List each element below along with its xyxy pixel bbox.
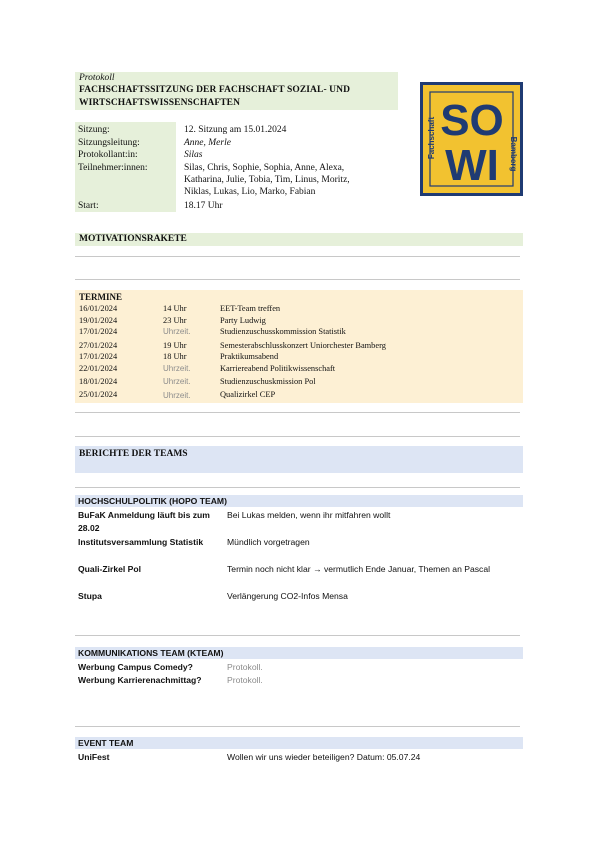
termin-time: Uhrzeit. [163, 391, 191, 400]
termin-date: 22/01/2024 [79, 364, 118, 373]
termin-time: Uhrzeit. [163, 377, 191, 386]
kteam-heading: KOMMUNIKATIONS TEAM (KTEAM) [78, 648, 224, 658]
termine-heading: TERMINE [79, 292, 123, 302]
report-label: BuFaK Anmeldung läuft bis zum 28.02 [78, 510, 210, 533]
hopo-heading: HOCHSCHULPOLITIK (HOPO TEAM) [78, 496, 227, 506]
report-value: Wollen wir uns wieder beteiligen? Datum: 05.07.24 [227, 752, 421, 762]
termin-event: Studienzuschuskmission Pol [220, 377, 316, 386]
termin-time: 18 Uhr [163, 352, 187, 361]
divider [75, 635, 520, 636]
teilnehmer-line-1: Silas, Chris, Sophie, Sophia, Anne, Alexa, [184, 163, 345, 173]
termin-time: 14 Uhr [163, 304, 187, 313]
teilnehmer-line-3: Niklas, Lukas, Lio, Marko, Fabian [184, 187, 316, 197]
protokollant-label: Protokollant:in: [78, 150, 138, 160]
termin-date: 18/01/2024 [79, 377, 118, 386]
termin-time: 19 Uhr [163, 341, 187, 350]
start-value: 18.17 Uhr [184, 201, 223, 211]
termin-event: Qualizirkel CEP [220, 390, 276, 399]
protokollant-value: Silas [184, 150, 203, 160]
document-title: FACHSCHAFTSSITZUNG DER FACHSCHAFT SOZIAL- UND WIRTSCHAFTSWISSENSCHAFTEN [79, 85, 351, 108]
termin-event: Karriereabend Politikwissenschaft [220, 364, 336, 373]
termin-time: Uhrzeit. [163, 364, 191, 373]
logo-fachschaft-text: Fachschaft [427, 116, 436, 160]
termin-date: 17/01/2024 [79, 352, 118, 361]
termin-time: 23 Uhr [163, 316, 187, 325]
report-value: Termin noch nicht klar → vermutlich Ende Januar, Themen an Pascal [227, 564, 491, 574]
logo-wi-text: WI [445, 141, 499, 190]
divider [75, 487, 520, 488]
termin-time: Uhrzeit. [163, 327, 191, 336]
termin-date: 17/01/2024 [79, 327, 118, 336]
divider [75, 256, 520, 257]
report-label: Werbung Karrierenachmittag? [78, 675, 202, 685]
berichte-heading: BERICHTE DER TEAMS [79, 449, 188, 459]
logo-so-text: SO [440, 96, 504, 145]
termin-date: 27/01/2024 [79, 341, 118, 350]
event-heading: EVENT TEAM [78, 738, 134, 748]
berichte-heading-bar [75, 446, 523, 473]
title-block [75, 72, 398, 110]
termin-date: 25/01/2024 [79, 390, 118, 399]
start-label: Start: [78, 201, 99, 211]
event-heading-bar [75, 737, 523, 749]
divider [75, 412, 520, 413]
report-label: Stupa [78, 591, 102, 601]
report-value: Bei Lukas melden, wenn ihr mitfahren wollt [227, 510, 391, 520]
sitzung-value: 12. Sitzung am 15.01.2024 [184, 125, 287, 135]
termin-event: Semesterabschlusskonzert Uniorchester Bamberg [220, 341, 386, 350]
motivation-heading-bar [75, 233, 523, 246]
termin-event: Studienzuschusskommission Statistik [220, 327, 346, 336]
termin-event: EET-Team treffen [220, 304, 281, 313]
document-kicker: Protokoll [79, 73, 115, 83]
report-label: Werbung Campus Comedy? [78, 662, 193, 672]
divider [75, 279, 520, 280]
divider [75, 436, 520, 437]
report-label: Quali-Zirkel Pol [78, 564, 142, 574]
termin-event: Party Ludwig [220, 316, 266, 325]
teilnehmer-line-2: Katharina, Julie, Tobia, Tim, Linus, Moritz, [184, 175, 350, 185]
logo-bamberg-text: Bamberg [509, 136, 518, 172]
leitung-label: Sitzungsleitung: [78, 138, 140, 148]
report-value: Verlängerung CO2-Infos Mensa [227, 591, 348, 601]
termin-date: 19/01/2024 [79, 316, 118, 325]
divider [75, 726, 520, 727]
report-label: UniFest [78, 752, 110, 762]
sowi-logo [420, 82, 523, 196]
teilnehmer-label: Teilnehmer:innen: [78, 163, 148, 173]
termin-event: Praktikumsabend [220, 352, 279, 361]
report-label: Institutsversammlung Statistik [78, 537, 204, 547]
leitung-value: Anne, Merle [184, 138, 231, 148]
termin-date: 16/01/2024 [79, 304, 118, 313]
report-value: Protokoll. [227, 675, 263, 685]
motivation-heading: MOTIVATIONSRAKETE [79, 234, 187, 244]
sitzung-label: Sitzung: [78, 125, 110, 135]
report-value: Mündlich vorgetragen [227, 537, 310, 547]
report-value: Protokoll. [227, 662, 263, 672]
